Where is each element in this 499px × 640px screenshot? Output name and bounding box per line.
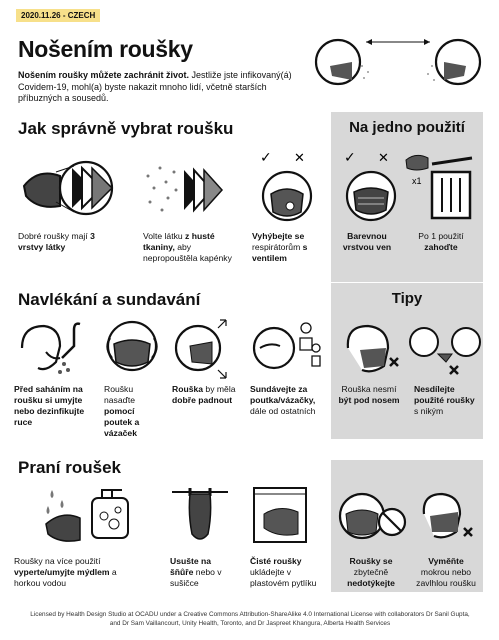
hand-wash-icon [16,318,84,376]
put-on-mask-icon [100,318,164,376]
caption-throw-away: Po 1 použití zahoďte [418,231,464,252]
soap-wash-icon [40,484,132,546]
heading-choose-mask: Jak správně vybrat roušku [18,119,234,138]
heading-single-use: Na jedno použití [349,119,465,136]
intro-bold: Nošením roušky můžete zachránit život. [18,70,190,80]
no-sharing-icon [408,318,482,376]
mask-fit-icon [170,318,234,376]
caption-no-sharing: Nesdílejte použité roušky s nikým [414,384,475,416]
dense-fabric-icon [144,158,234,222]
date-tag: 2020.11.26 - CZECH [16,9,100,22]
intro-text [18,70,308,105]
remove-mask-icon [250,318,322,376]
caption-no-touch: Roušky se zbytečně nedotýkejte [347,556,395,588]
svg-text:✓: ✓ [344,150,356,166]
caption-dense-fabric: Volte látku z husté tkaniny, aby nepropouštěla kapénky [143,231,232,263]
caption-not-under-nose: Rouška nesmí být pod nosem [338,384,400,405]
page-title: Nošením roušky [18,36,193,62]
heading-washing: Praní roušek [18,458,121,477]
caption-put-on: Roušku nasaďte pomocí poutek a vázaček [104,384,140,438]
distancing-faces-icon [312,36,484,94]
colored-side-out-icon [338,150,404,224]
three-layer-mask-icon [20,158,130,222]
replace-wet-mask-icon [414,488,480,546]
caption-colored-out: Barevnou vrstvou ven [342,231,392,252]
license-footer: Licensed by Health Design Studio at OCADU under a Creative Commons Attribution-ShareAlike 4.0 International License with collaborators Dr Sanil Gupta, and Dr Sam Vaillancourt, Unity Health, Toronto, and Dr Jaspreet Khangura, Alberta Health Services [30,611,470,627]
caption-replace: Vyměňte mokrou nebo zavlhlou roušku [416,556,476,588]
svg-text:✓: ✓ [260,150,272,166]
single-use-badge: x1 [412,176,422,186]
svg-text:✕: ✕ [378,151,389,166]
caption-avoid-valve: Vyhýbejte se respirátorům s ventilem [252,231,308,263]
caption-soap: Roušky na více použití vyperte/umyjte mýdlem a horkou vodou [14,556,117,588]
caption-wash-hands: Před saháním na roušku si umyjte nebo dezinfikujte ruce [14,384,85,427]
no-touching-icon [338,488,412,546]
caption-remove: Sundávejte za poutka/vázačky, dále od ostatních [250,384,316,416]
valve-respirator-icon [254,150,320,224]
heading-tips: Tipy [391,290,423,307]
plastic-bag-icon [250,484,310,546]
dry-on-line-icon [170,484,230,548]
intro-rest: Jestliže jste infikovaný(á) Covidem-19, mohl(a) byste nakazit mnoho lidí, včetně starších příbuzných a sousedů. [18,70,292,103]
heading-wearing: Navlékání a sundavání [18,290,201,309]
svg-text:✕: ✕ [294,151,305,166]
caption-dry: Usušte na šňůře nebo v sušičce [170,556,222,588]
caption-store: Čisté roušky ukládejte v plastovém pytlíku [250,556,317,588]
caption-fit: Rouška by měla dobře padnout [172,384,236,405]
trash-bin-icon [402,150,476,224]
mask-under-nose-icon [338,318,404,376]
caption-three-layers: Dobré roušky mají 3 vrstvy látky [18,231,95,252]
